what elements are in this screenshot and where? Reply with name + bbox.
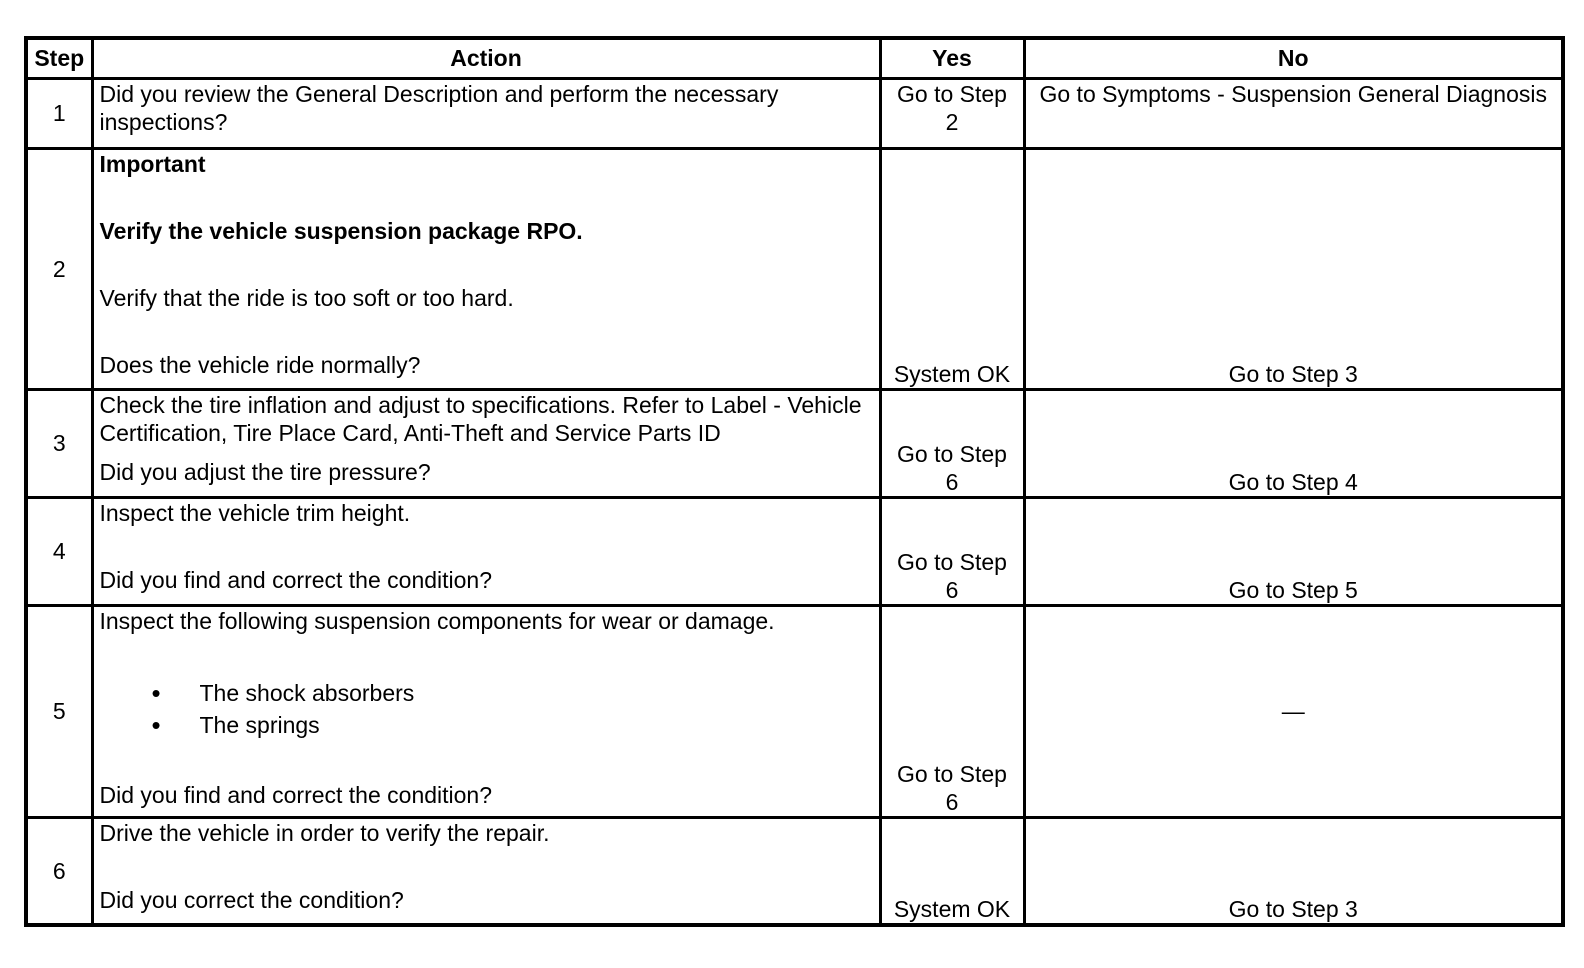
action-text [92, 148, 880, 389]
action-text [92, 605, 880, 817]
action-question: Did you correct the condition? [99, 886, 404, 913]
diagnostic-table [24, 36, 1565, 927]
header-yes: Yes [880, 38, 1024, 78]
no-result: Go to Step 5 [1024, 497, 1563, 605]
action-instruction: Inspect the vehicle trim height. [99, 499, 411, 526]
action-instruction: Inspect the following suspension components for wear or damage. [99, 607, 775, 634]
action-question: Does the vehicle ride normally? [99, 351, 421, 378]
step-number: 5 [26, 605, 92, 817]
list-item: • The shock absorbers [200, 677, 873, 709]
action-instruction: Drive the vehicle in order to verify the repair. [99, 819, 550, 846]
important-label: Important [99, 150, 206, 177]
header-action: Action [92, 38, 880, 78]
table-row [26, 605, 1563, 817]
yes-result: Go to Step 6 [880, 389, 1024, 497]
step-number: 2 [26, 148, 92, 389]
yes-result: Go to Step 2 [880, 78, 1024, 148]
action-text [92, 78, 880, 148]
step-number: 4 [26, 497, 92, 605]
no-result: — [1024, 605, 1563, 817]
yes-result: System OK [880, 148, 1024, 389]
action-question: Did you find and correct the condition? [99, 781, 493, 808]
action-question: Did you adjust the tire pressure? [99, 458, 431, 485]
step-number: 3 [26, 389, 92, 497]
table-row [26, 389, 1563, 497]
yes-result: System OK [880, 817, 1024, 925]
step-number: 1 [26, 78, 92, 148]
important-note: Verify the vehicle suspension package RPO. [99, 217, 583, 244]
action-instruction: Verify that the ride is too soft or too hard. [99, 284, 514, 311]
table-row [26, 817, 1563, 925]
no-result: Go to Step 3 [1024, 148, 1563, 389]
list-item: • The springs [200, 709, 873, 741]
yes-result: Go to Step 6 [880, 605, 1024, 817]
yes-result: Go to Step 6 [880, 497, 1024, 605]
action-text [92, 817, 880, 925]
no-result: Go to Step 3 [1024, 817, 1563, 925]
step-number: 6 [26, 817, 92, 925]
action-question: Did you find and correct the condition? [99, 566, 493, 593]
header-step: Step [26, 38, 92, 78]
bullet-list [100, 677, 873, 741]
table-row [26, 497, 1563, 605]
action-text [92, 497, 880, 605]
action-text [92, 389, 880, 497]
no-result: Go to Step 4 [1024, 389, 1563, 497]
table-row [26, 148, 1563, 389]
header-no: No [1024, 38, 1563, 78]
action-instruction: Check the tire inflation and adjust to specifications. Refer to Label - Vehicle Certification, Tire Place Card, Anti-Theft and Service Parts ID [99, 391, 862, 446]
no-result: Go to Symptoms - Suspension General Diagnosis [1024, 78, 1563, 148]
action-question: Did you review the General Description and perform the necessary inspections? [99, 80, 779, 135]
header-row [26, 38, 1563, 78]
table-row [26, 78, 1563, 148]
